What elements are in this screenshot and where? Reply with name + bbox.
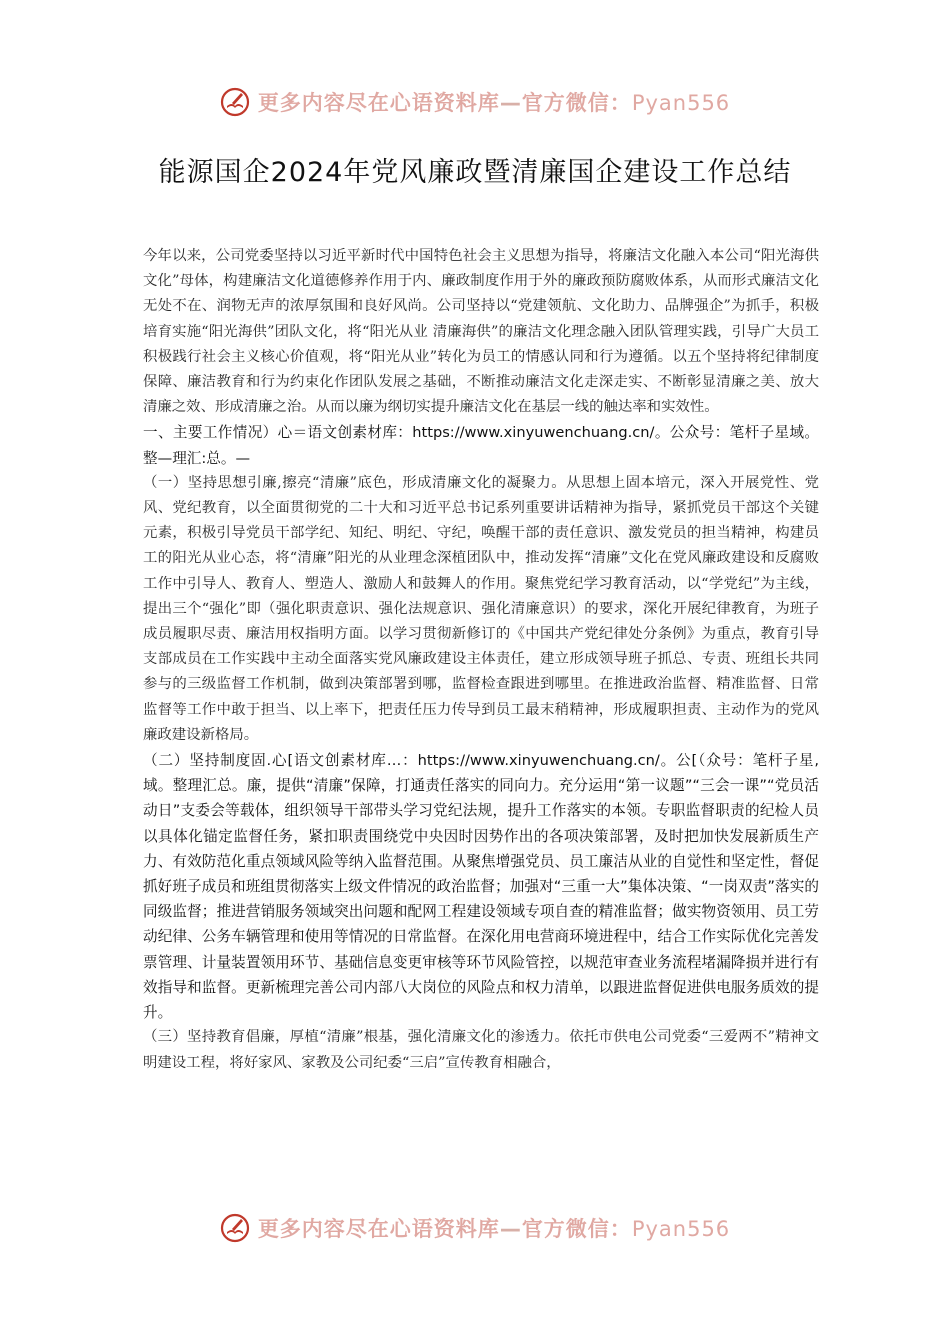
paragraph-intro: 今年以来，公司党委坚持以习近平新时代中国特色社会主义思想为指导，将廉洁文化融入本公司“阳光海供文化”母体，构建廉洁文化道德修养作用于内、廉政制度作用于外的廉政预防腐败体系，从而形式廉洁文化无处不在、润物无声的浓厚氛围和良好风尚。公司坚持以“党建领航、文化助力、品牌强企”为抓手，积极培育实施“阳光海供”团队文化，将“阳光从业 清廉海供”的廉洁文化理念融入团队管理实践，引导广大员工积极践行社会主义核心价值观，将“阳光从业”转化为员工的情感认同和行为遵循。以五个坚持将纪律制度保障、廉洁教育和行为约束化作团队发展之基础，不断推动廉洁文化走深走实、不断彰显清廉之美、放大清廉之效、形成清廉之治。从而以廉为纲切实提升廉洁文化在基层一线的触达率和实效性。 — [143, 248, 819, 416]
banner-text — [258, 1213, 730, 1243]
banner-label: 官方微信： — [521, 91, 632, 115]
section-heading: 一、主要工作情况）心＝语文创素材库：https://www.xinyuwenchuang.cn/。公众号：笔杆子星域。整—理汇:总。— — [143, 424, 819, 467]
book-pen-logo-icon — [220, 87, 250, 117]
document-body — [143, 244, 819, 1076]
banner-wechat-id: Pyan556 — [631, 1217, 731, 1241]
banner-separator: — — [499, 91, 522, 115]
banner-wechat-id: Pyan556 — [631, 91, 731, 115]
banner-prefix: 更多内容尽在心语资料库 — [257, 91, 500, 115]
footer-banner — [0, 1210, 950, 1246]
banner-separator: — — [499, 1217, 522, 1241]
paragraph-section-2: （二）坚持制度固.心[语文创素材库…：https://www.xinyuwenchuang.cn/。公[（众号：笔杆子星,域。整理汇总。廉，提供“清廉”保障，打通责任落实的同向力。充分运用“第一议题”“三会一课”“党员活动日”支委会等载体，组织领导干部带头学习党纪法规，提升工作落实的本领。专职监督职责的纪检人员以具体化锚定监督任务，紧扣职责围绕党中央因时因势作出的各项决策部署，及时把加快发展新质生产力、有效防范化重点领域风险等纳入监督范围。从聚焦增强党员、员工廉洁从业的自觉性和坚定性，督促抓好班子成员和班组贯彻落实上级文件情况的政治监督；加强对“三重一大”集体决策、“一岗双责”落实的同级监督；推进营销服务领域突出问题和配网工程建设领域专项自查的精准监督；做实物资领用、员工劳动纪律、公务车辆管理和使用等情况的日常监督。在深化用电营商环境进程中，结合工作实际优化完善发票管理、计量装置领用环节、基础信息变更审核等环节风险管控，以规范审查业务流程堵漏降损并进行有效指导和监督。更新梳理完善公司内部八大岗位的风险点和权力清单，以跟进监督促进供电服务质效的提升。 — [143, 752, 819, 1022]
banner-text — [258, 87, 730, 117]
banner-label: 官方微信： — [521, 1217, 632, 1241]
book-pen-logo-icon — [220, 1213, 250, 1243]
paragraph-section-1: （一）坚持思想引廉,擦亮“清廉”底色，形成清廉文化的凝聚力。从思想上固本培元，深入开展党性、党风、党纪教育，以全面贯彻党的二十大和习近平总书记系列重要讲话精神为指导，紧抓党员干部这个关键元素，积极引导党员干部学纪、知纪、明纪、守纪，唤醒干部的责任意识、激发党员的担当精神，构建员工的阳光从业心态，将“清廉”阳光的从业理念深植团队中，推动发挥“清廉”文化在党风廉政建设和反腐败工作中引导人、教育人、塑造人、激励人和鼓舞人的作用。聚焦党纪学习教育活动，以“学党纪”为主线，提出三个“强化”即（强化职责意识、强化法规意识、强化清廉意识）的要求，深化开展纪律教育，为班子成员履职尽责、廉洁用权指明方面。以学习贯彻新修订的《中国共产党纪律处分条例》为重点，教育引导支部成员在工作实践中主动全面落实党风廉政建设主体责任，建立形成领导班子抓总、专责、班组长共同参与的三级监督工作机制，做到决策部署到哪，监督检查跟进到哪里。在推进政治监督、精准监督、日常监督等工作中敢于担当、以上率下，把责任压力传导到员工最末稍精神，形成履职担责、主动作为的党风廉政建设新格局。 — [143, 474, 819, 743]
banner-prefix: 更多内容尽在心语资料库 — [257, 1217, 500, 1241]
document-title: 能源国企2024年党风廉政暨清廉国企建设工作总结 — [158, 157, 792, 188]
paragraph-section-3: （三）坚持教育倡廉，厚植“清廉”根基，强化清廉文化的渗透力。依托市供电公司党委“三爱两不”精神文明建设工程，将好家风、家教及公司纪委“三启”宣传教育相融合， — [143, 1029, 819, 1071]
header-banner — [0, 84, 950, 120]
